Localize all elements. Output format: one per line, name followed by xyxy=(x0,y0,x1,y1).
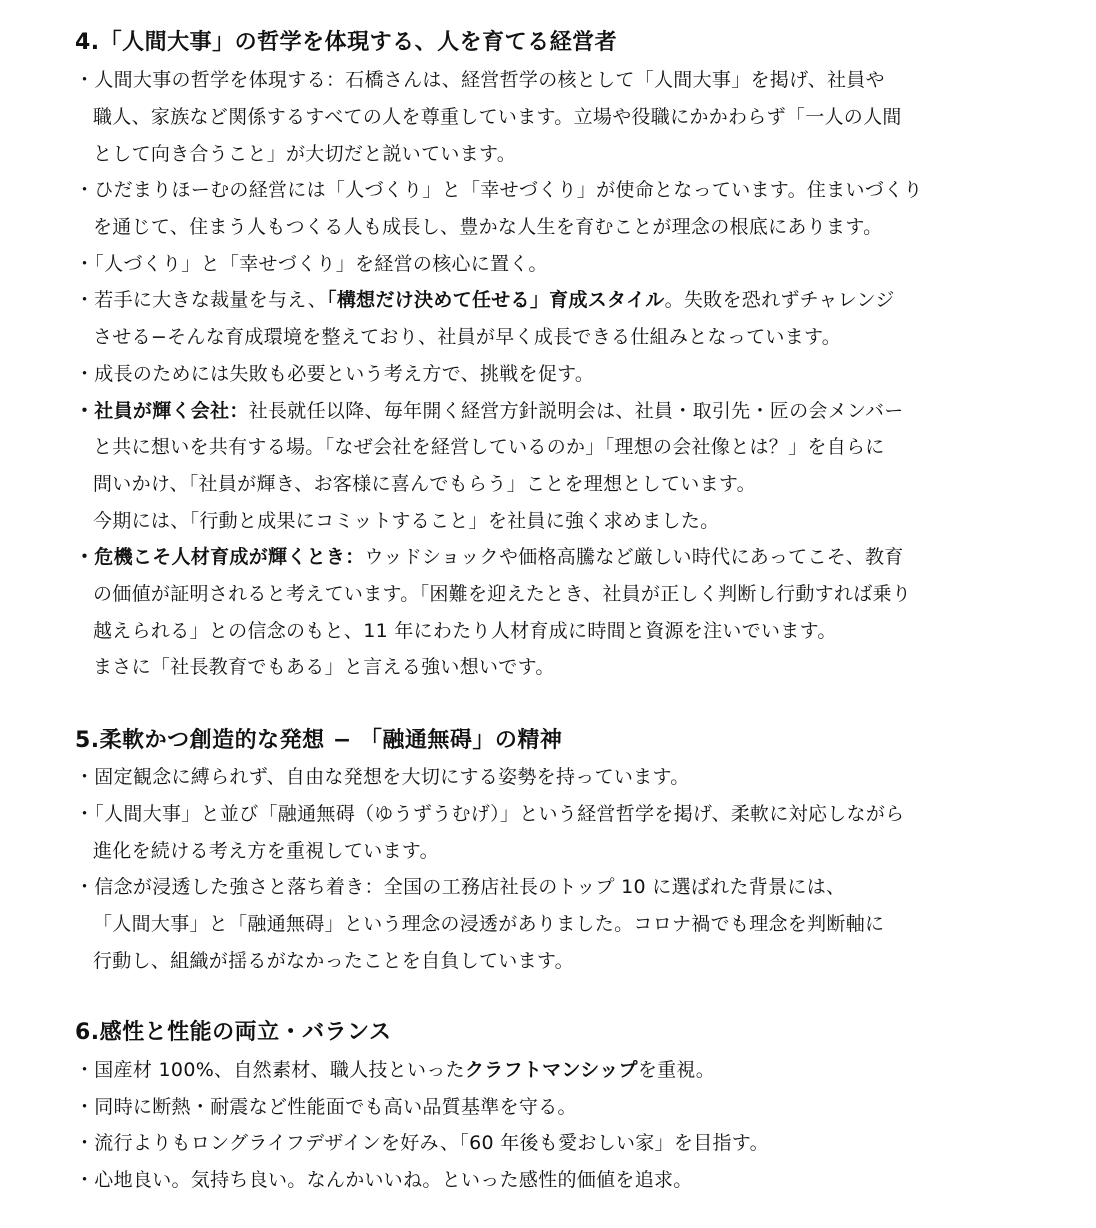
section-6-line-3: ・流行よりもロングライフデザインを好み、「60 年後も愛おしい家」を目指す。 xyxy=(75,1132,769,1154)
section-4-line-15: の価値が証明されると考えています。「困難を迎えたとき、社員が正しく判断し行動すれば乗り xyxy=(93,583,912,605)
section-4-line-1: ・人間大事の哲学を体現する：石橋さんは、経営哲学の核として「人間大事」を掲げ、社員や xyxy=(75,69,885,91)
section-5-line-4: ・信念が浸透した強さと落ち着き：全国の工務店社長のトップ 10 に選ばれた背景には、 xyxy=(75,876,846,898)
line-14-text: ウッドショックや価格高騰など厳しい時代にあってこそ、教育 xyxy=(364,546,904,568)
section-4-line-6: ・「人づくり」と「幸せづくり」を経営の核心に置く。 xyxy=(75,253,548,275)
section-5-line-3: 進化を続ける考え方を重視しています。 xyxy=(93,840,439,862)
section-5-line-1: ・固定観念に縛られず、自由な発想を大切にする姿勢を持っています。 xyxy=(75,766,690,788)
section-4-heading: 4.「人間大事」の哲学を体現する、人を育てる経営者 xyxy=(75,30,618,55)
line-10-text: 社長就任以降、毎年開く経営方針説明会は、社員・取引先・匠の会メンバー xyxy=(248,400,904,422)
section-4-line-3: として向き合うこと」が大切だと説いています。 xyxy=(93,143,517,165)
section-4-line-9: ・成長のためには失敗も必要という考え方で、挑戦を促す。 xyxy=(75,363,595,385)
section-6-heading: 6.感性と性能の両立・バランス xyxy=(75,1020,392,1045)
line-7-text-end: 。失敗を恐れずチャレンジ xyxy=(664,289,895,311)
section-4-line-5: を通じて、住まう人もつくる人も成長し、豊かな人生を育むことが理念の根底にあります。 xyxy=(93,216,883,238)
section-4-line-4: ・ひだまりほーむの経営には「人づくり」と「幸せづくり」が使命となっています。住まいづくり xyxy=(75,179,923,201)
section-4-line-8: させる−そんな育成環境を整えており、社員が早く成長できる仕組みとなっています。 xyxy=(93,326,842,348)
section-6-line-4: ・心地良い。気持ち良い。なんかいいね。といった感性的価値を追求。 xyxy=(75,1169,693,1191)
section-4-line-7 xyxy=(75,286,895,314)
line-10-bold-label: ・社員が輝く会社： xyxy=(75,400,249,422)
section-6-line-1 xyxy=(75,1056,715,1084)
section-6-line-2: ・同時に断熱・耐震など性能面でも高い品質基準を守る。 xyxy=(75,1096,577,1118)
section-4-line-12: 問いかけ、「社員が輝き、お客様に喜んでもらう」ことを理想としています。 xyxy=(93,473,756,495)
section-5-line-5: 「人間大事」と「融通無碍」という理念の浸透がありました。コロナ禍でも理念を判断軸に xyxy=(93,913,885,935)
section-6-line-1-end: を重視。 xyxy=(637,1059,716,1081)
line-7-bold-text: 「構想だけ決めて任せる」育成スタイル xyxy=(327,289,665,311)
section-4-line-17: まさに「社長教育でもある」と言える強い想いです。 xyxy=(93,656,555,678)
line-14-bold-label: ・危機こそ人材育成が輝くとき： xyxy=(75,546,365,568)
section-4-line-13: 今期には、「行動と成果にコミットすること」を社員に強く求めました。 xyxy=(93,510,720,532)
section-6-line-1-start: ・国産材 100%、自然素材、職人技といった xyxy=(75,1059,465,1081)
section-4-line-2: 職人、家族など関係するすべての人を尊重しています。立場や役職にかかわらず「一人の人間 xyxy=(93,106,902,128)
section-5-line-2: ・「人間大事」と並び「融通無碍（ゆうずうむげ）」という経営哲学を掲げ、柔軟に対応しながら xyxy=(75,803,905,825)
section-4-line-14 xyxy=(75,543,904,571)
section-4-line-11: と共に想いを共有する場。「なぜ会社を経営しているのか」「理想の会社像とは？」を自らに xyxy=(93,436,885,458)
line-7-text-start: ・若手に大きな裁量を与え、 xyxy=(75,289,328,311)
section-5-heading: 5.柔軟かつ創造的な発想 − 「融通無碍」の精神 xyxy=(75,728,563,753)
section-4-line-16: 越えられる」との信念のもと、11 年にわたり人材育成に時間と資源を注いでいます。 xyxy=(93,620,837,642)
section-4-line-10 xyxy=(75,397,904,425)
section-6-line-1-bold: クラフトマンシップ xyxy=(464,1059,638,1081)
section-5-line-6: 行動し、組織が揺るがなかったことを自負しています。 xyxy=(93,950,574,972)
